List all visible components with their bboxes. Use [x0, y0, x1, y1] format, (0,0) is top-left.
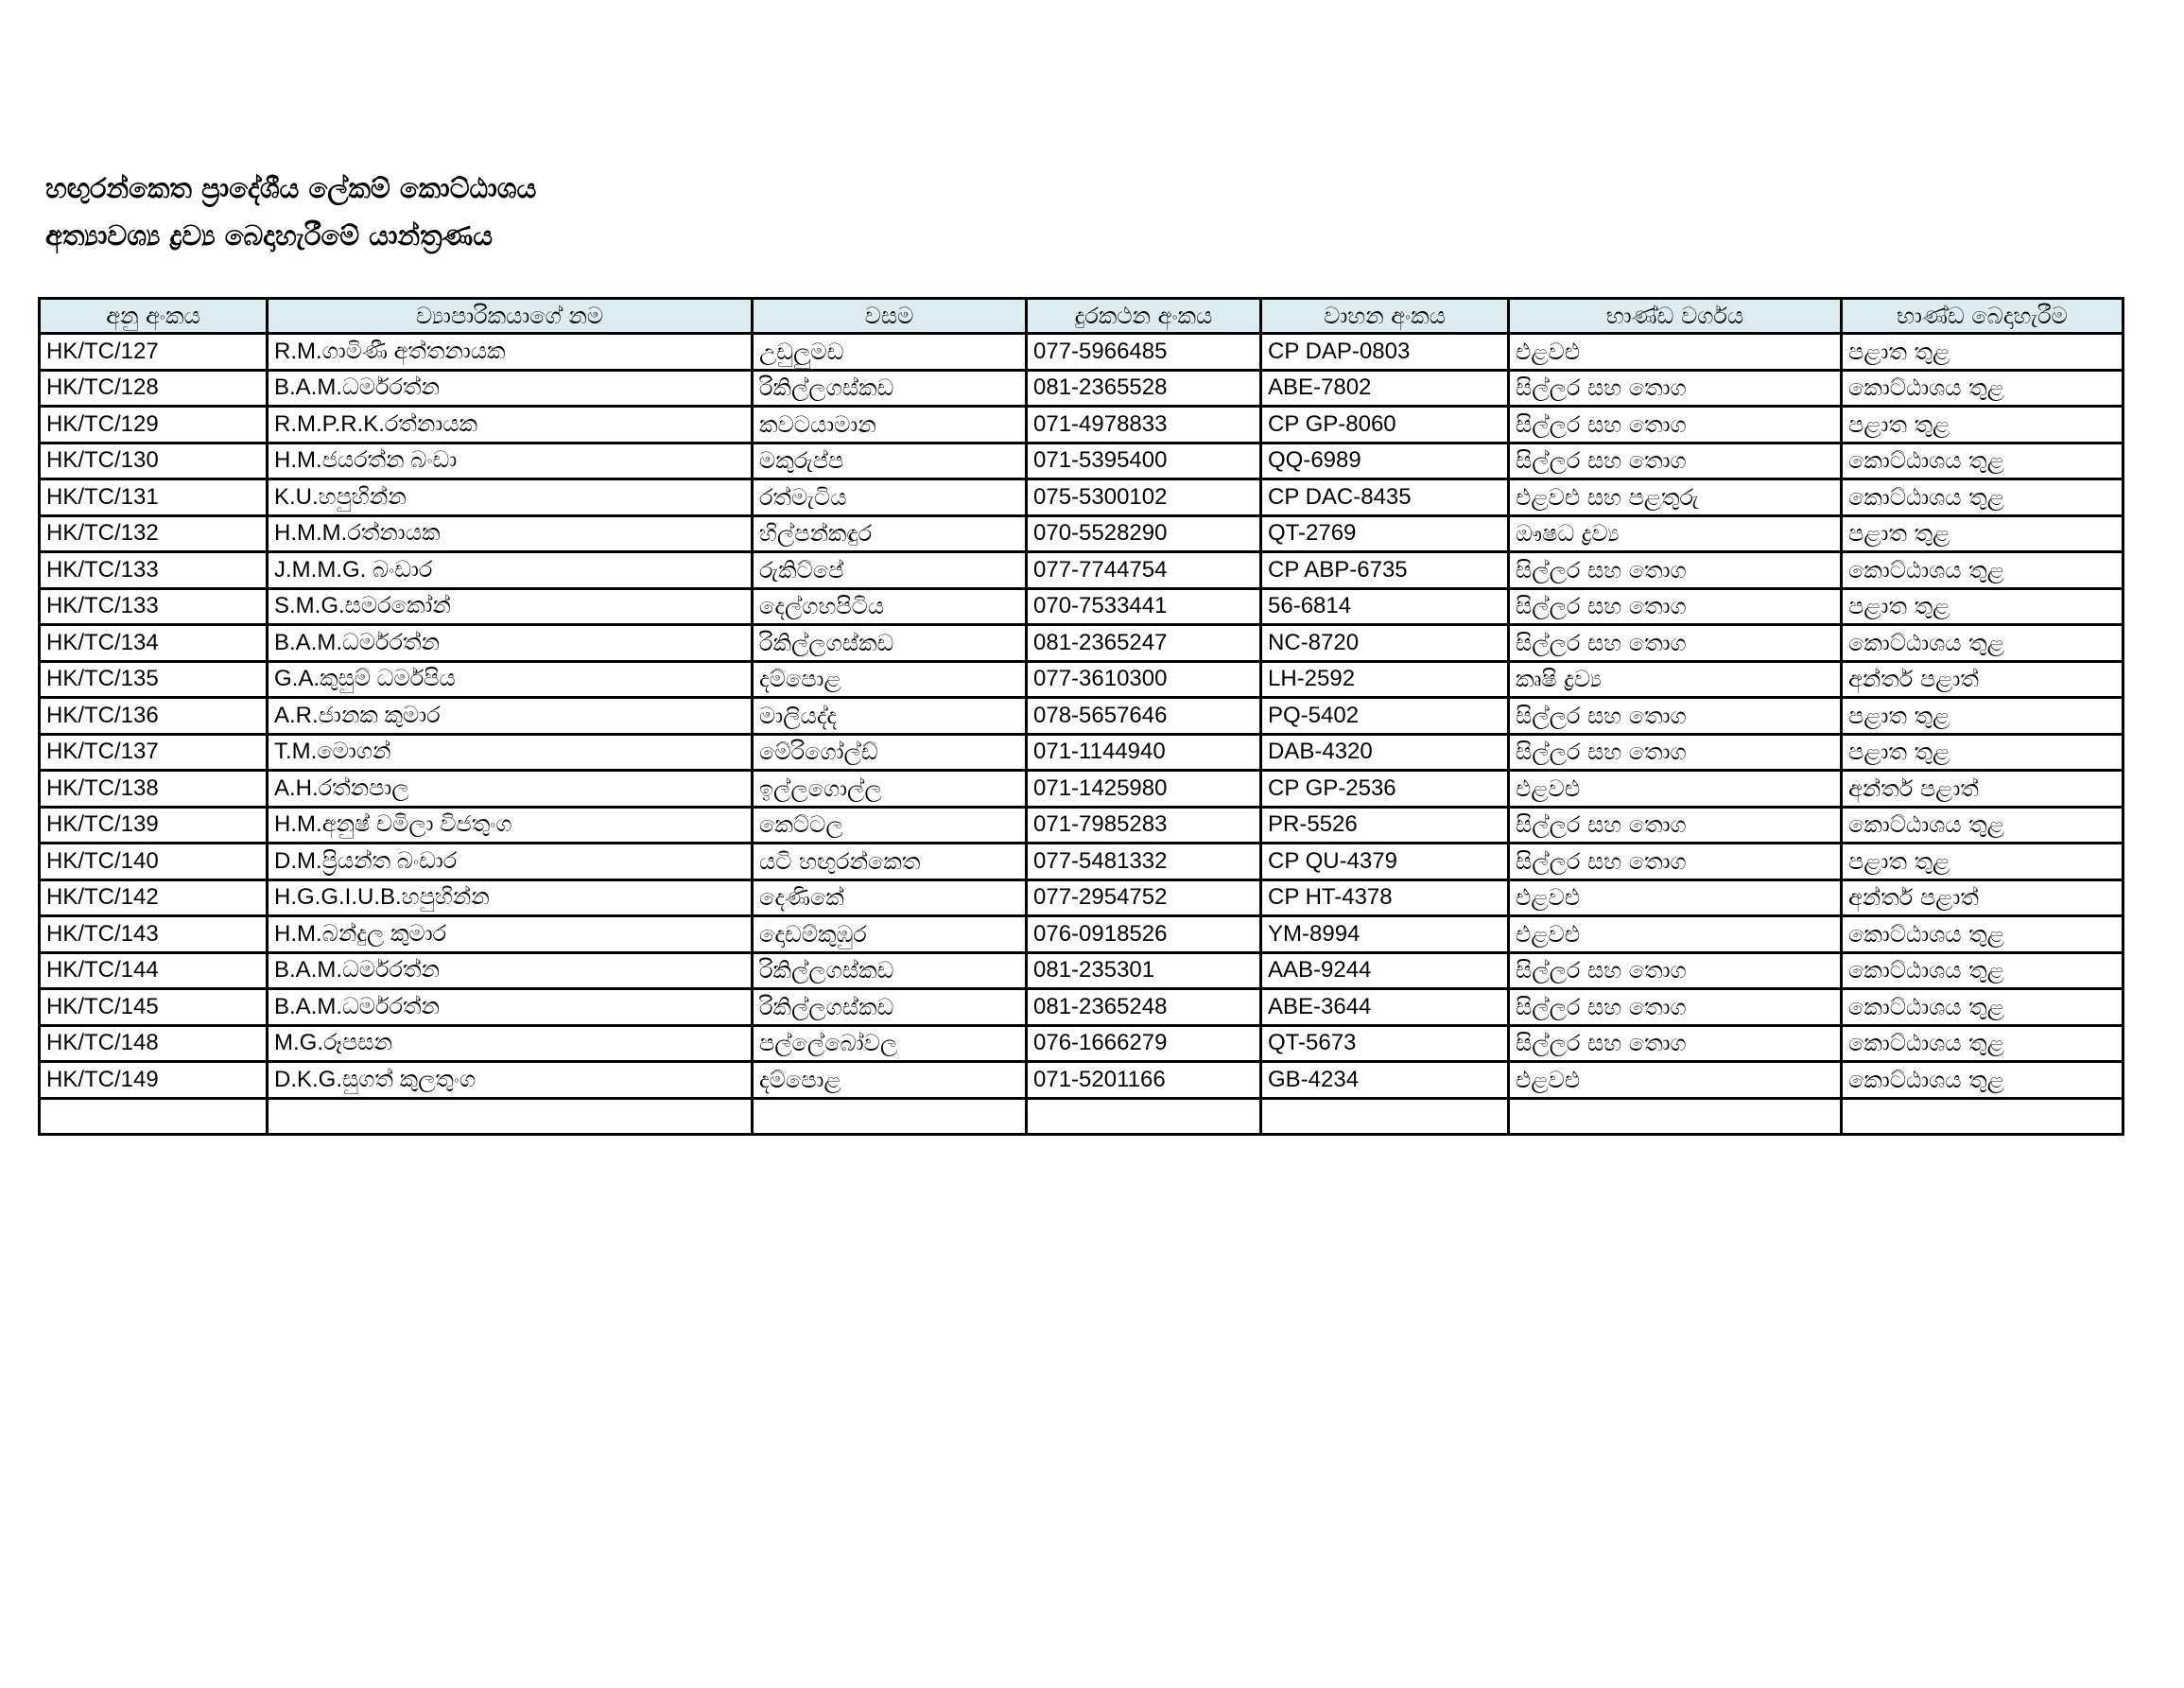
serial-no-cell: HK/TC/131	[40, 479, 268, 516]
goods-type-cell: සිල්ලර සහ තොග	[1509, 443, 1842, 479]
table-row	[40, 1062, 2123, 1099]
vehicle-number-cell: LH-2592	[1261, 661, 1509, 698]
trader-name-cell: S.M.G.සමරකෝන්	[268, 588, 753, 625]
distribution-area-cell: කොට්ඨාශය තුළ	[1842, 443, 2123, 479]
trader-name-cell: A.R.ජානක කුමාර	[268, 698, 753, 735]
trader-name-cell: H.M.අනුෂ් චමිලා විජතුංග	[268, 807, 753, 844]
division-cell: රුකිට්පේ	[753, 552, 1027, 589]
distribution-area-cell: කොට්ඨාශය තුළ	[1842, 370, 2123, 407]
distribution-area-cell: පළාත තුළ	[1842, 407, 2123, 444]
serial-no-cell: HK/TC/144	[40, 952, 268, 989]
serial-no-cell: HK/TC/133	[40, 588, 268, 625]
distribution-area-cell: කොට්ඨාශය තුළ	[1842, 1062, 2123, 1099]
phone-number-cell: 071-7985283	[1027, 807, 1261, 844]
distribution-area-cell: කොට්ඨාශය තුළ	[1842, 1025, 2123, 1062]
table-row	[40, 588, 2123, 625]
serial-no-cell: HK/TC/149	[40, 1062, 268, 1099]
goods-type-cell: සිල්ලර සහ තොග	[1509, 552, 1842, 589]
vehicle-number-cell: AAB-9244	[1261, 952, 1509, 989]
phone-number-cell: 076-1666279	[1027, 1025, 1261, 1062]
serial-no-cell: HK/TC/132	[40, 515, 268, 552]
serial-no-cell: HK/TC/148	[40, 1025, 268, 1062]
division-cell: රත්මැටිය	[753, 479, 1027, 516]
goods-type-cell: එළවළු	[1509, 334, 1842, 371]
phone-number-cell: 071-1425980	[1027, 771, 1261, 808]
serial-no-cell: HK/TC/128	[40, 370, 268, 407]
table-row	[40, 807, 2123, 844]
serial-no-cell: HK/TC/142	[40, 879, 268, 916]
distribution-area-cell: පළාත තුළ	[1842, 334, 2123, 371]
table-row	[40, 1098, 2123, 1135]
goods-type-cell: එළවළු	[1509, 771, 1842, 808]
table-row	[40, 515, 2123, 552]
serial-no-cell: HK/TC/129	[40, 407, 268, 444]
serial-no-cell: HK/TC/143	[40, 916, 268, 953]
column-header-serial-no: අනු අංකය	[40, 299, 268, 334]
trader-name-cell: H.M.ජයරත්න බංඩා	[268, 443, 753, 479]
vehicle-number-cell: GB-4234	[1261, 1062, 1509, 1099]
phone-number-cell: 070-7533441	[1027, 588, 1261, 625]
table-row	[40, 916, 2123, 953]
goods-type-cell: සිල්ලර සහ තොග	[1509, 1025, 1842, 1062]
division-cell: මාලියද්ද	[753, 698, 1027, 735]
table-row	[40, 334, 2123, 371]
division-cell: හිල්පන්කඳුර	[753, 515, 1027, 552]
division-cell: දම්පොළ	[753, 661, 1027, 698]
phone-number-cell: 081-2365247	[1027, 625, 1261, 662]
serial-no-cell: HK/TC/133	[40, 552, 268, 589]
goods-type-cell: කෘෂි ද්‍රව්‍ය	[1509, 661, 1842, 698]
serial-no-cell: HK/TC/138	[40, 771, 268, 808]
goods-type-cell: සිල්ලර සහ තොග	[1509, 989, 1842, 1026]
distribution-table	[38, 297, 2124, 1136]
serial-no-cell: HK/TC/134	[40, 625, 268, 662]
phone-number-cell: 076-0918526	[1027, 916, 1261, 953]
phone-number-cell: 070-5528290	[1027, 515, 1261, 552]
phone-number-cell: 081-2365248	[1027, 989, 1261, 1026]
goods-type-cell: සිල්ලර සහ තොග	[1509, 952, 1842, 989]
vehicle-number-cell	[1261, 1098, 1509, 1135]
table-row	[40, 407, 2123, 444]
division-cell: ඉල්ලගොල්ල	[753, 771, 1027, 808]
serial-no-cell: HK/TC/127	[40, 334, 268, 371]
vehicle-number-cell: PR-5526	[1261, 807, 1509, 844]
phone-number-cell: 081-2365528	[1027, 370, 1261, 407]
division-cell: දම්පොළ	[753, 1062, 1027, 1099]
trader-name-cell: H.M.M.රත්නායක	[268, 515, 753, 552]
division-cell: යටි හඟුරන්කෙත	[753, 844, 1027, 880]
division-cell: රිකිල්ලගස්කඩ	[753, 370, 1027, 407]
goods-type-cell: සිල්ලර සහ තොග	[1509, 734, 1842, 771]
serial-no-cell: HK/TC/130	[40, 443, 268, 479]
goods-type-cell: සිල්ලර සහ තොග	[1509, 588, 1842, 625]
goods-type-cell: සිල්ලර සහ තොග	[1509, 625, 1842, 662]
division-cell	[753, 1098, 1027, 1135]
vehicle-number-cell: PQ-5402	[1261, 698, 1509, 735]
serial-no-cell: HK/TC/140	[40, 844, 268, 880]
distribution-area-cell: පළාත තුළ	[1842, 588, 2123, 625]
trader-name-cell: R.M.P.R.K.රත්නායක	[268, 407, 753, 444]
distribution-area-cell	[1842, 1098, 2123, 1135]
phone-number-cell: 077-5966485	[1027, 334, 1261, 371]
page-title: හඟුරන්කෙත ප්‍රාදේශීය ලේකම් කොට්ඨාශය	[45, 172, 537, 204]
vehicle-number-cell: CP GP-2536	[1261, 771, 1509, 808]
serial-no-cell: HK/TC/137	[40, 734, 268, 771]
vehicle-number-cell: YM-8994	[1261, 916, 1509, 953]
distribution-area-cell: අන්තර් පළාත්	[1842, 661, 2123, 698]
table-row	[40, 443, 2123, 479]
division-cell: දොඩම්කුඹුර	[753, 916, 1027, 953]
table-row	[40, 552, 2123, 589]
table-row	[40, 479, 2123, 516]
trader-name-cell: M.G.රූපසන	[268, 1025, 753, 1062]
vehicle-number-cell: CP QU-4379	[1261, 844, 1509, 880]
distribution-area-cell: පළාත තුළ	[1842, 734, 2123, 771]
distribution-area-cell: පළාත තුළ	[1842, 515, 2123, 552]
division-cell: රිකිල්ලගස්කඩ	[753, 989, 1027, 1026]
phone-number-cell: 077-5481332	[1027, 844, 1261, 880]
table-row	[40, 734, 2123, 771]
goods-type-cell	[1509, 1098, 1842, 1135]
distribution-area-cell: පළාත තුළ	[1842, 698, 2123, 735]
distribution-area-cell: කොට්ඨාශය තුළ	[1842, 916, 2123, 953]
table-header-row	[40, 299, 2123, 334]
table-row	[40, 952, 2123, 989]
trader-name-cell: K.U.හපුහින්න	[268, 479, 753, 516]
goods-type-cell: ඖෂධ ද්‍රව්‍ය	[1509, 515, 1842, 552]
distribution-area-cell: කොට්ඨාශය තුළ	[1842, 989, 2123, 1026]
division-cell: මේරිගෝල්ඩ්	[753, 734, 1027, 771]
vehicle-number-cell: CP GP-8060	[1261, 407, 1509, 444]
table-row	[40, 989, 2123, 1026]
table-row	[40, 771, 2123, 808]
trader-name-cell: G.A.කුසුම් ධර්මපිය	[268, 661, 753, 698]
phone-number-cell: 077-7744754	[1027, 552, 1261, 589]
goods-type-cell: එළවළු	[1509, 1062, 1842, 1099]
phone-number-cell: 077-3610300	[1027, 661, 1261, 698]
division-cell: දෙල්ගහපිටිය	[753, 588, 1027, 625]
trader-name-cell: H.M.බන්දුල කුමාර	[268, 916, 753, 953]
serial-no-cell	[40, 1098, 268, 1135]
trader-name-cell: R.M.ගාමිණී අත්තනායක	[268, 334, 753, 371]
division-cell: රිකිල්ලගස්කඩ	[753, 952, 1027, 989]
phone-number-cell: 078-5657646	[1027, 698, 1261, 735]
vehicle-number-cell: CP HT-4378	[1261, 879, 1509, 916]
goods-type-cell: එළවළු සහ පළතුරු	[1509, 479, 1842, 516]
distribution-area-cell: කොට්ඨාශය තුළ	[1842, 952, 2123, 989]
page-subtitle: අත්‍යාවශ්‍ය ද්‍රව්‍ය බෙදාහැරීමේ යාන්ත්‍රණය	[45, 219, 494, 252]
phone-number-cell: 071-1144940	[1027, 734, 1261, 771]
vehicle-number-cell: NC-8720	[1261, 625, 1509, 662]
trader-name-cell: J.M.M.G. බංඩාර	[268, 552, 753, 589]
serial-no-cell: HK/TC/135	[40, 661, 268, 698]
serial-no-cell: HK/TC/136	[40, 698, 268, 735]
table-row	[40, 879, 2123, 916]
vehicle-number-cell: QQ-6989	[1261, 443, 1509, 479]
table-body	[40, 334, 2123, 1135]
table-row	[40, 625, 2123, 662]
trader-name-cell: A.H.රත්නපාල	[268, 771, 753, 808]
trader-name-cell	[268, 1098, 753, 1135]
vehicle-number-cell: 56-6814	[1261, 588, 1509, 625]
distribution-area-cell: අන්තර් පළාත්	[1842, 879, 2123, 916]
goods-type-cell: සිල්ලර සහ තොග	[1509, 844, 1842, 880]
vehicle-number-cell: QT-2769	[1261, 515, 1509, 552]
serial-no-cell: HK/TC/145	[40, 989, 268, 1026]
table-row	[40, 1025, 2123, 1062]
column-header-vehicle-number: වාහන අංකය	[1261, 299, 1509, 334]
phone-number-cell: 077-2954752	[1027, 879, 1261, 916]
trader-name-cell: D.M.ප්‍රියන්ත බංඩාර	[268, 844, 753, 880]
vehicle-number-cell: CP ABP-6735	[1261, 552, 1509, 589]
division-cell: දෙණිකේ	[753, 879, 1027, 916]
goods-type-cell: එළවළු	[1509, 879, 1842, 916]
phone-number-cell: 071-4978833	[1027, 407, 1261, 444]
distribution-area-cell: පළාත තුළ	[1842, 844, 2123, 880]
serial-no-cell: HK/TC/139	[40, 807, 268, 844]
column-header-division: වසම	[753, 299, 1027, 334]
trader-name-cell: B.A.M.ධර්මරත්න	[268, 625, 753, 662]
trader-name-cell: B.A.M.ධර්මරත්න	[268, 370, 753, 407]
trader-name-cell: B.A.M.ධර්මරත්න	[268, 989, 753, 1026]
column-header-distribution-area: භාණ්ඩ බෙදාහැරීම	[1842, 299, 2123, 334]
table-row	[40, 661, 2123, 698]
distribution-area-cell: කොට්ඨාශය තුළ	[1842, 625, 2123, 662]
division-cell: කවටයාමාන	[753, 407, 1027, 444]
division-cell: කෙට්ටල	[753, 807, 1027, 844]
goods-type-cell: සිල්ලර සහ තොග	[1509, 807, 1842, 844]
goods-type-cell: සිල්ලර සහ තොග	[1509, 698, 1842, 735]
phone-number-cell	[1027, 1098, 1261, 1135]
division-cell: පල්ලේබෝවල	[753, 1025, 1027, 1062]
column-header-phone-number: දුරකථන අංකය	[1027, 299, 1261, 334]
phone-number-cell: 071-5201166	[1027, 1062, 1261, 1099]
column-header-goods-type: භාණ්ඩ වර්ගය	[1509, 299, 1842, 334]
phone-number-cell: 075-5300102	[1027, 479, 1261, 516]
trader-name-cell: H.G.G.I.U.B.හපුහින්න	[268, 879, 753, 916]
division-cell: උඩුලුමඩ	[753, 334, 1027, 371]
distribution-area-cell: අන්තර් පළාත්	[1842, 771, 2123, 808]
vehicle-number-cell: QT-5673	[1261, 1025, 1509, 1062]
goods-type-cell: සිල්ලර සහ තොග	[1509, 407, 1842, 444]
vehicle-number-cell: CP DAP-0803	[1261, 334, 1509, 371]
trader-name-cell: B.A.M.ධර්මරත්න	[268, 952, 753, 989]
phone-number-cell: 081-235301	[1027, 952, 1261, 989]
goods-type-cell: එළවළු	[1509, 916, 1842, 953]
distribution-area-cell: කොට්ඨාශය තුළ	[1842, 479, 2123, 516]
vehicle-number-cell: DAB-4320	[1261, 734, 1509, 771]
trader-name-cell: T.M.මොගන්	[268, 734, 753, 771]
distribution-area-cell: කොට්ඨාශය තුළ	[1842, 807, 2123, 844]
column-header-trader-name: ව්‍යාපාරිකයාගේ නම	[268, 299, 753, 334]
goods-type-cell: සිල්ලර සහ තොග	[1509, 370, 1842, 407]
table-row	[40, 844, 2123, 880]
table-row	[40, 370, 2123, 407]
vehicle-number-cell: CP DAC-8435	[1261, 479, 1509, 516]
division-cell: මකුරුප්ප	[753, 443, 1027, 479]
distribution-area-cell: කොට්ඨාශය තුළ	[1842, 552, 2123, 589]
phone-number-cell: 071-5395400	[1027, 443, 1261, 479]
vehicle-number-cell: ABE-3644	[1261, 989, 1509, 1026]
trader-name-cell: D.K.G.සුගත් කුලතුංග	[268, 1062, 753, 1099]
table-row	[40, 698, 2123, 735]
division-cell: රිකිල්ලගස්කඩ	[753, 625, 1027, 662]
vehicle-number-cell: ABE-7802	[1261, 370, 1509, 407]
